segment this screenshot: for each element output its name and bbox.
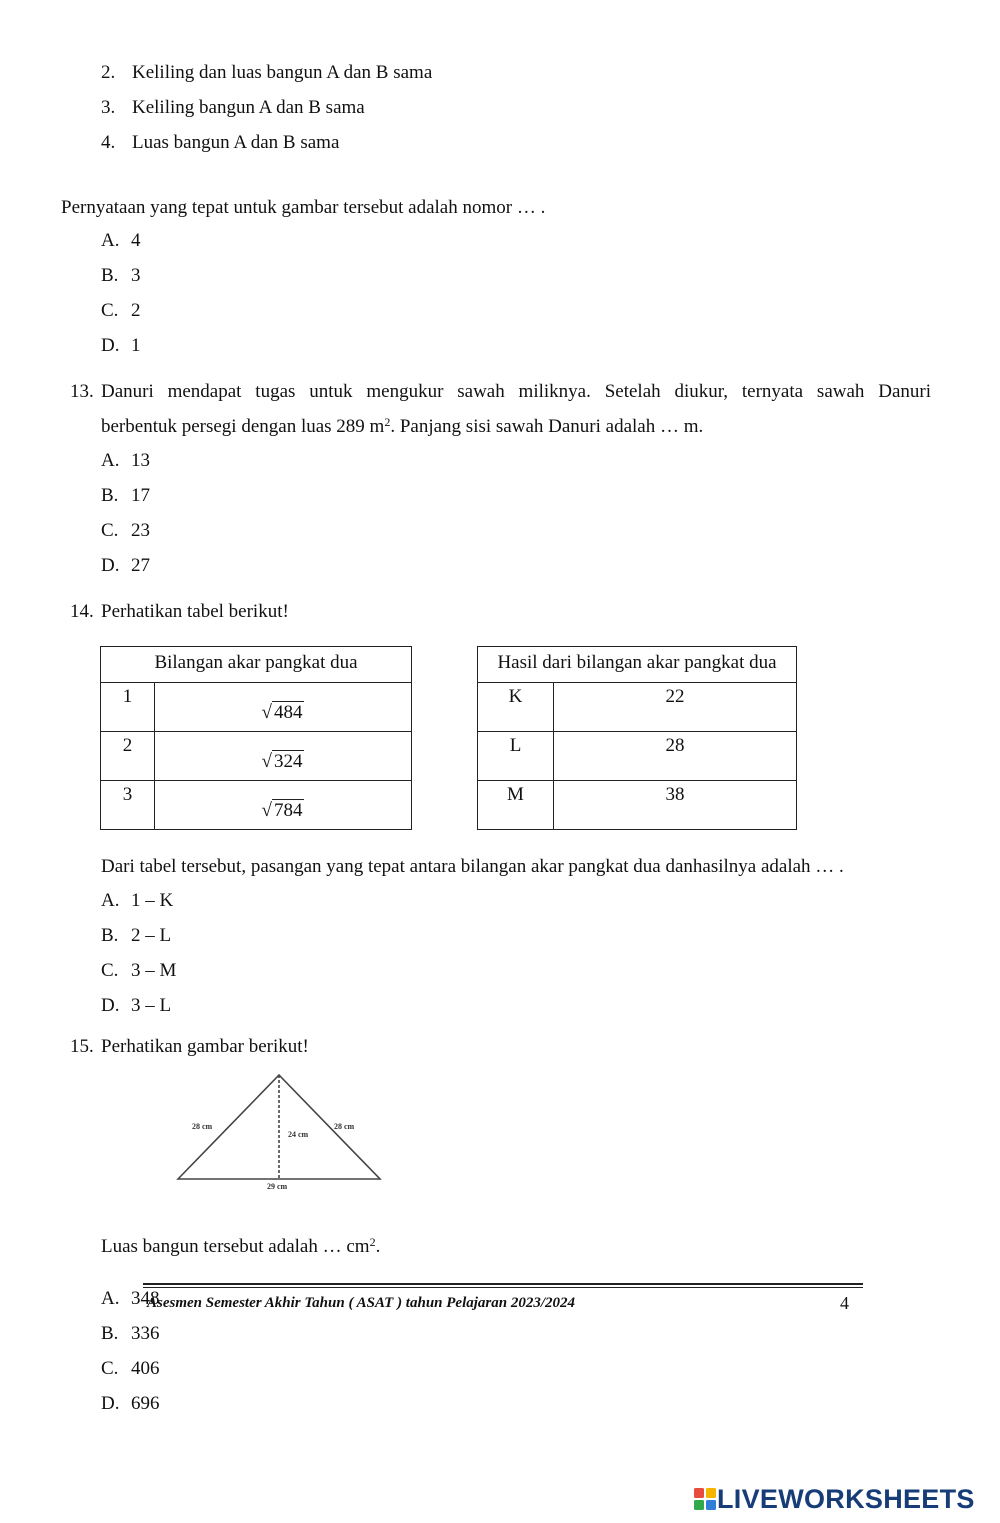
q13-text-line1: Danuri mendapat tugas untuk mengukur sawah miliknya. Setelah diukur, ternyata sawah Danuri (101, 381, 931, 402)
q13-option-c[interactable]: C. 23 (101, 520, 150, 541)
base-label: 29 cm (267, 1182, 288, 1191)
liveworksheets-logo[interactable] (693, 1484, 975, 1514)
result-label: L (478, 732, 554, 781)
q13-option-a[interactable]: A. 13 (101, 450, 150, 471)
q12-option-c[interactable]: C. 2 (101, 300, 141, 321)
q14-option-b[interactable]: B. 2 – L (101, 925, 172, 946)
q14-option-a[interactable]: A. 1 – K (101, 890, 174, 911)
root-expression (155, 732, 412, 781)
q13-text-line2: berbentuk persegi dengan luas 289 $m^2$. Panjang sisi sawah Danuri adalah … m. (101, 415, 704, 437)
root-row-number: 1 (101, 683, 155, 732)
q14-question: Dari tabel tersebut, pasangan yang tepat antara bilangan akar pangkat dua danhasilnya adalah … . (101, 856, 844, 877)
table-row (478, 683, 797, 732)
q12-option-d[interactable]: D. 1 (101, 335, 141, 356)
root-row-number: 3 (101, 781, 155, 830)
result-label: K (478, 683, 554, 732)
footer-rule (143, 1287, 863, 1288)
height-label: 24 cm (288, 1130, 309, 1139)
right-side-label: 28 cm (334, 1122, 355, 1131)
q15-number: 15. (70, 1036, 94, 1057)
q14-number: 14. (70, 601, 94, 622)
result-value: 38 (554, 781, 797, 830)
q15-option-c[interactable]: C. 406 (101, 1358, 160, 1379)
radicand: 784 (273, 800, 303, 821)
page-number: 4 (840, 1293, 849, 1313)
left-side-label: 28 cm (192, 1122, 213, 1131)
q13-number: 13. (70, 381, 94, 402)
q14-option-d[interactable]: D. 3 – L (101, 995, 172, 1016)
root-table-header: Bilangan akar pangkat dua (101, 647, 412, 683)
q15-option-a[interactable]: A. 348 (101, 1288, 160, 1309)
table-row (101, 732, 412, 781)
result-label: M (478, 781, 554, 830)
q15-intro: Perhatikan gambar berikut! (101, 1036, 309, 1057)
statement-3: 3. Keliling bangun A dan B sama (101, 97, 365, 118)
statement-2: 2. Keliling dan luas bangun A dan B sama (101, 62, 433, 83)
statement-4: 4. Luas bangun A dan B sama (101, 132, 340, 153)
result-value: 28 (554, 732, 797, 781)
triangle-figure (170, 1068, 390, 1196)
table-row (478, 732, 797, 781)
q13-option-d[interactable]: D. 27 (101, 555, 150, 576)
radical-sign: √ (261, 800, 272, 821)
radicand: 324 (273, 751, 303, 772)
q12-option-a[interactable]: A. 4 (101, 230, 141, 251)
q15-option-b[interactable]: B. 336 (101, 1323, 160, 1344)
table-row (478, 781, 797, 830)
logo-text: LIVEWORKSHEETS (717, 1483, 975, 1514)
root-table (100, 646, 412, 830)
footer-title: Asesmen Semester Akhir Tahun ( ASAT ) tahun Pelajaran 2023/2024 (147, 1295, 576, 1311)
q14-intro: Perhatikan tabel berikut! (101, 601, 289, 622)
radical-sign: √ (261, 702, 272, 723)
footer-rule (143, 1283, 863, 1285)
q12-option-b[interactable]: B. 3 (101, 265, 141, 286)
result-table (477, 646, 797, 830)
root-expression (155, 683, 412, 732)
table-row (101, 683, 412, 732)
q13-option-b[interactable]: B. 17 (101, 485, 150, 506)
q15-option-d[interactable]: D. 696 (101, 1393, 160, 1414)
result-value: 22 (554, 683, 797, 732)
liveworksheets-logo-icon (693, 1487, 717, 1511)
result-table-header: Hasil dari bilangan akar pangkat dua (478, 647, 797, 683)
radicand: 484 (273, 702, 303, 723)
q14-option-c[interactable]: C. 3 – M (101, 960, 177, 981)
root-row-number: 2 (101, 732, 155, 781)
q15-question: Luas bangun tersebut adalah … $cm^2$. (101, 1235, 381, 1257)
q12-prompt: Pernyataan yang tepat untuk gambar tersebut adalah nomor … . (61, 197, 546, 218)
root-expression (155, 781, 412, 830)
radical-sign: √ (261, 751, 272, 772)
table-row (101, 781, 412, 830)
